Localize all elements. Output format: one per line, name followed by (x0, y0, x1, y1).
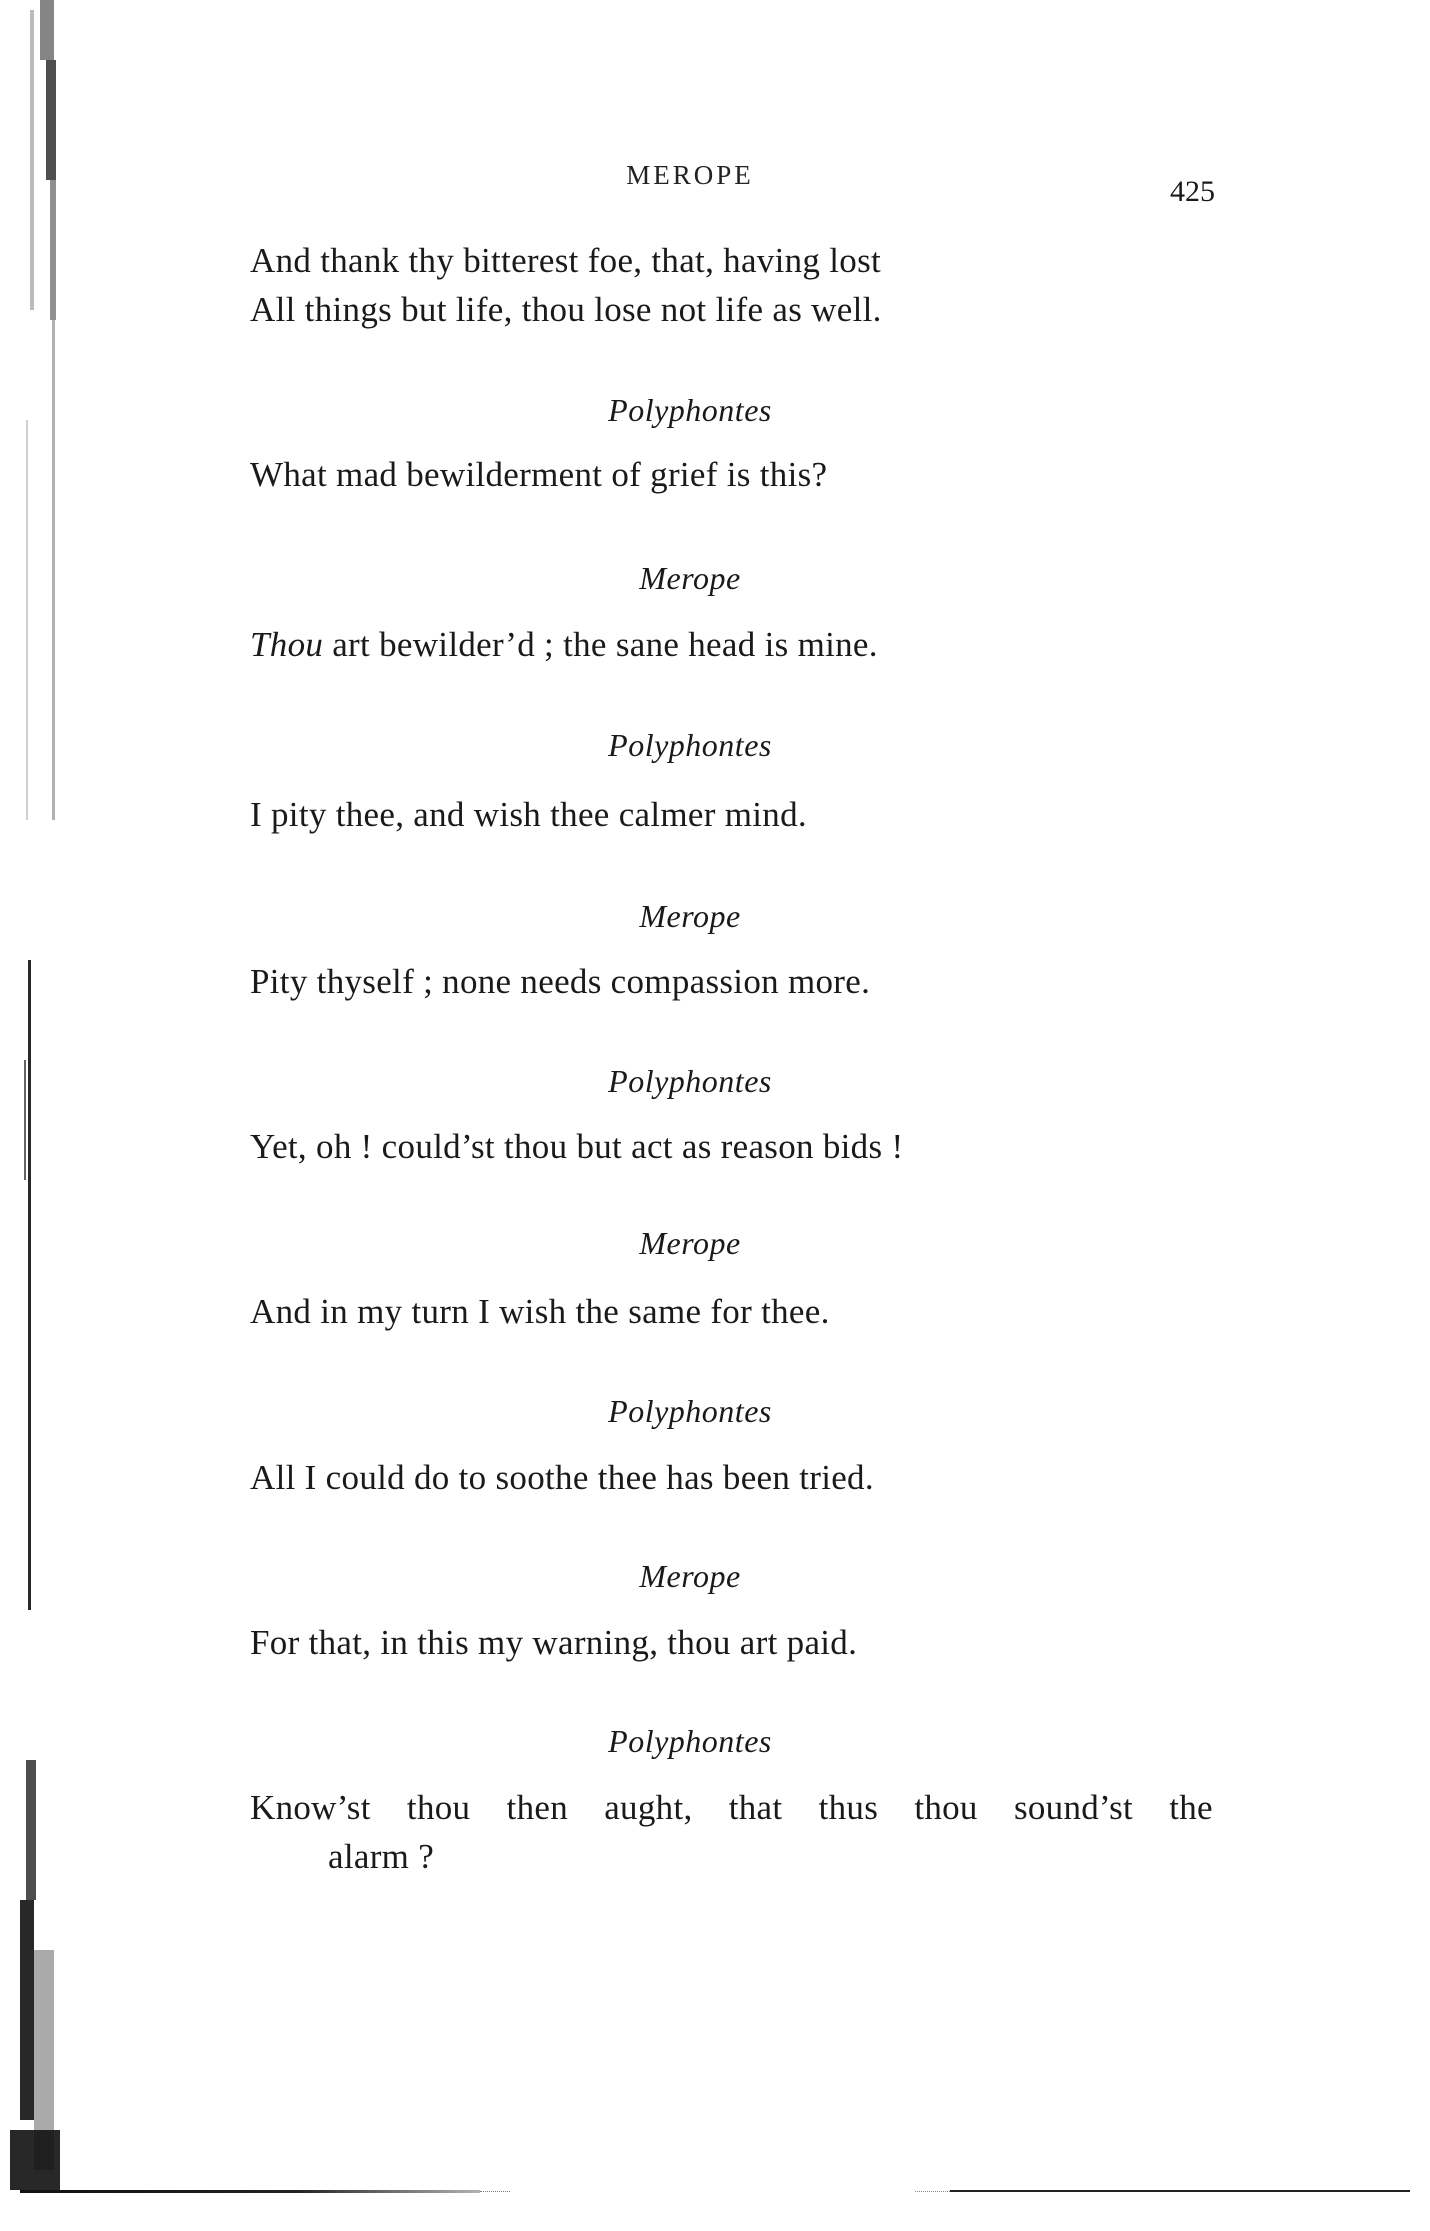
speaker-heading: Polyphontes (608, 727, 772, 763)
verse-line: All I could do to soothe thee has been tried. (250, 1458, 874, 1497)
verse-line: Yet, oh ! could’st thou but act as reason bids ! (250, 1127, 904, 1166)
speaker-heading: Polyphontes (608, 1393, 772, 1429)
page-number: 425 (1170, 175, 1215, 208)
verse-line: And in my turn I wish the same for thee. (250, 1292, 830, 1331)
verse-word: Know’st (250, 1788, 371, 1827)
verse-line-justified (250, 1788, 1213, 1828)
emphasis-word: Thou (250, 625, 324, 664)
bottom-rule-dots (480, 2191, 510, 2193)
verse-line (250, 625, 878, 665)
bottom-rule-dots (915, 2191, 950, 2193)
speaker-heading: Merope (639, 898, 741, 934)
speaker-heading: Polyphontes (608, 392, 772, 428)
speaker-heading: Polyphontes (608, 1063, 772, 1099)
verse-line: For that, in this my warning, thou art paid. (250, 1623, 858, 1662)
speaker-heading: Merope (639, 1225, 741, 1261)
verse-line: All things but life, thou lose not life as well. (250, 290, 882, 329)
verse-word: then (506, 1788, 569, 1827)
bottom-rule-left (20, 2190, 480, 2193)
binding-edge-shadow (0, 0, 70, 2231)
bottom-rule-right (950, 2190, 1410, 2192)
speaker-heading: Merope (639, 1558, 741, 1594)
verse-word: sound’st (1013, 1788, 1134, 1827)
verse-word: that (728, 1788, 783, 1827)
verse-line: I pity thee, and wish thee calmer mind. (250, 795, 807, 834)
verse-line: Pity thyself ; none needs compassion more. (250, 962, 871, 1001)
verse-word: thus (818, 1788, 879, 1827)
verse-word: thou (406, 1788, 471, 1827)
speaker-heading: Merope (639, 560, 741, 596)
verse-line-continuation: alarm ? (328, 1837, 435, 1876)
verse-line: What mad bewilderment of grief is this? (250, 455, 828, 494)
verse-word: aught, (604, 1788, 693, 1827)
verse-line-rest: art bewilder’d ; the sane head is mine. (323, 625, 878, 664)
running-head: MEROPE (626, 160, 754, 190)
verse-word: the (1169, 1788, 1213, 1827)
verse-line: And thank thy bitterest foe, that, having lost (250, 241, 882, 280)
speaker-heading: Polyphontes (608, 1723, 772, 1759)
verse-word: thou (914, 1788, 978, 1827)
